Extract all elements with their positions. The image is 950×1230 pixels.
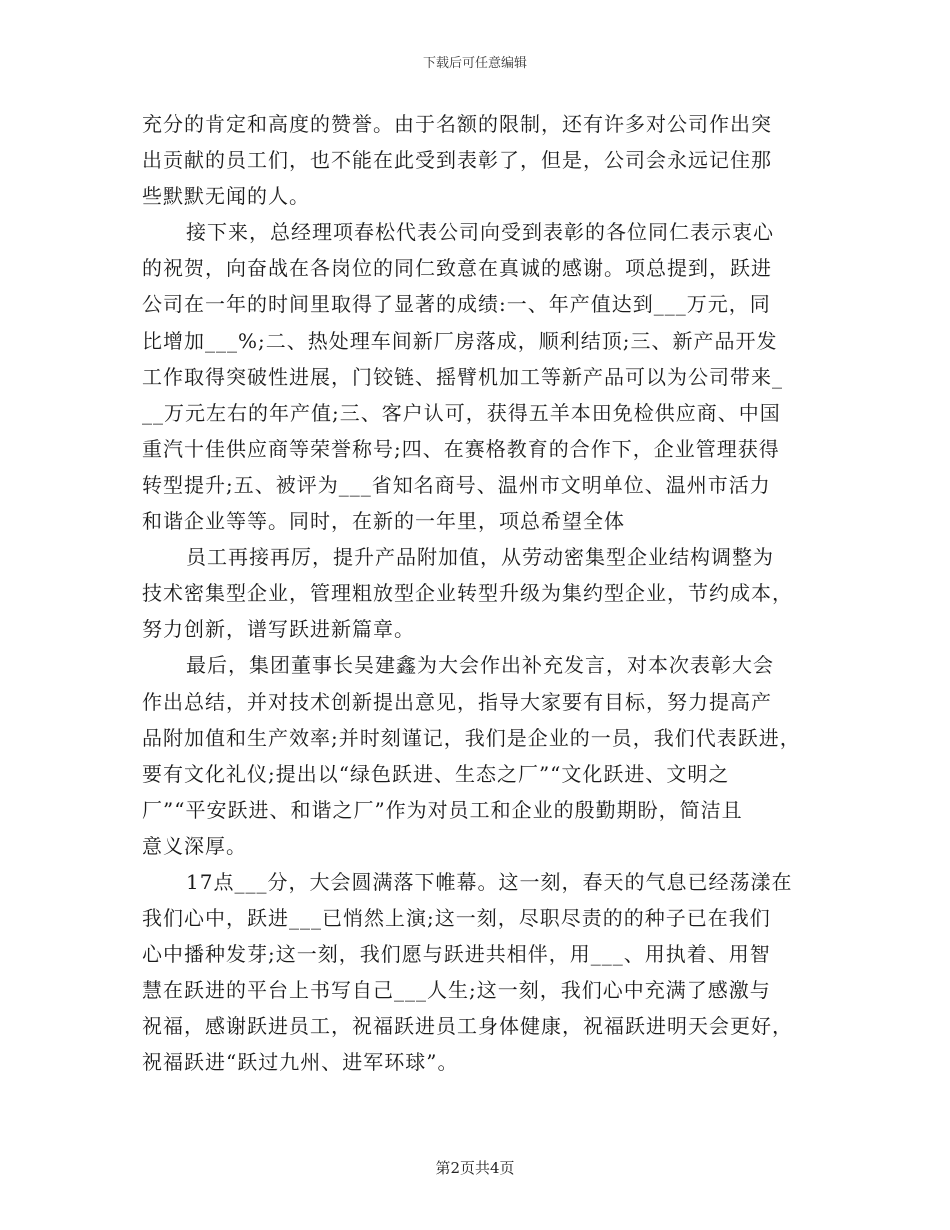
page-number: 第2页共4页 <box>435 1159 515 1177</box>
text-line: 转型提升;五、被评为___省知名商号、温州市文明单位、温州市活力 <box>142 472 771 497</box>
text-line: 接下来，总经理项春松代表公司向受到表彰的各位同仁表示衷心 <box>186 220 774 245</box>
text-line: 技术密集型企业，管理粗放型企业转型升级为集约型企业，节约成本， <box>142 581 793 606</box>
text-line: 最后，集团董事长吴建鑫为大会作出补充发言，对本次表彰大会 <box>186 653 774 678</box>
text-line: __万元左右的年产值;三、客户认可，获得五羊本田免检供应商、中国 <box>142 400 781 425</box>
text-line: 品附加值和生产效率;并时刻谨记，我们是企业的一员，我们代表跃进， <box>142 725 801 750</box>
text-line: 意义深厚。 <box>142 833 247 858</box>
text-line: 出贡献的员工们，也不能在此受到表彰了，但是，公司会永远记住那 <box>142 148 772 173</box>
text-line: 比增加___%;二、热处理车间新厂房落成，顺利结顶;三、新产品开发 <box>142 328 778 353</box>
page-header: 下载后可任意编辑 <box>422 56 527 71</box>
text-line: 我们心中，跃进___已悄然上演;这一刻，尽职尽责的的种子已在我们 <box>142 906 771 931</box>
text-line: 祝福跃进“跃过九州、进军环球”。 <box>142 1050 459 1075</box>
text-line: 慧在跃进的平台上书写自己___人生;这一刻，我们心中充满了感激与 <box>142 978 771 1003</box>
text-line: 和谐企业等等。同时，在新的一年里，项总希望全体 <box>142 509 625 534</box>
text-line: 17点___分，大会圆满落下帷幕。这一刻，春天的气息已经荡漾在 <box>186 869 793 894</box>
text-line: 公司在一年的时间里取得了显著的成绩:一、年产值达到___万元，同 <box>142 292 771 317</box>
text-line: 些默默无闻的人。 <box>142 184 310 209</box>
text-line: 员工再接再厉，提升产品附加值，从劳动密集型企业结构调整为 <box>186 545 774 570</box>
text-line: 作出总结，并对技术创新提出意见，指导大家要有目标，努力提高产 <box>142 689 772 714</box>
text-line: 祝福，感谢跃进员工，祝福跃进员工身体健康，祝福跃进明天会更好， <box>142 1014 793 1039</box>
text-line: 厂”“平安跃进、和谐之厂”作为对员工和企业的殷勤期盼，简洁且 <box>142 797 743 822</box>
text-line: 要有文化礼仪;提出以“绿色跃进、生态之厂”“文化跃进、文明之 <box>142 761 730 786</box>
document-body <box>142 106 817 1081</box>
text-line: 充分的肯定和高度的赞誉。由于名额的限制，还有许多对公司作出突 <box>142 112 772 136</box>
text-line: 努力创新，谱写跃进新篇章。 <box>142 617 415 642</box>
text-line: 心中播种发芽;这一刻，我们愿与跃进共相伴，用___、用执着、用智 <box>142 942 771 967</box>
text-line: 工作取得突破性进展，门铰链、摇臂机加工等新产品可以为公司带来_ <box>142 364 783 389</box>
text-line: 的祝贺，向奋战在各岗位的同仁致意在真诚的感谢。项总提到，跃进 <box>142 256 772 281</box>
text-line: 重汽十佳供应商等荣誉称号;四、在赛格教育的合作下，企业管理获得 <box>142 436 780 461</box>
